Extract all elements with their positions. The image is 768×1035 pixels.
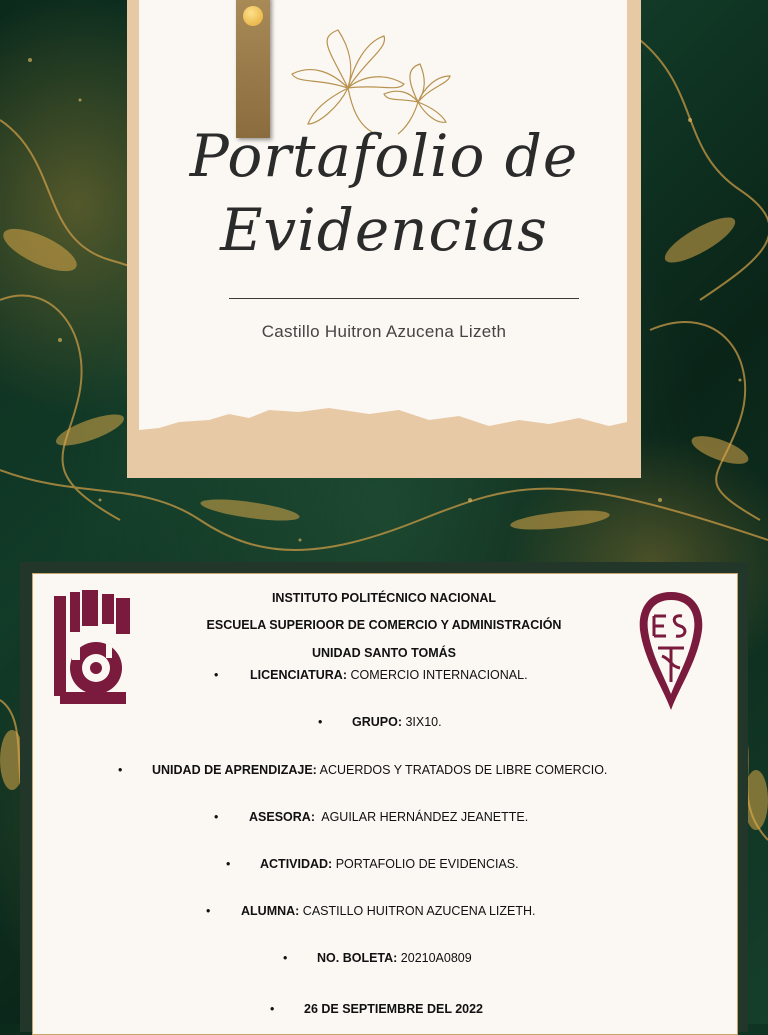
item-value: PORTAFOLIO DE EVIDENCIAS. (332, 857, 519, 871)
list-item (318, 715, 442, 729)
item-label: ACTIVIDAD: (260, 857, 333, 871)
cover-author: Castillo Huitron Azucena Lizeth (261, 322, 507, 341)
item-label: GRUPO: (352, 715, 402, 729)
bullet: • (270, 1002, 275, 1016)
school-name: ESCUELA SUPERIOOR DE COMERCIO Y ADMINISTRACIÓN (206, 618, 562, 632)
institute-name: INSTITUTO POLITÉCNICO NACIONAL (271, 591, 497, 605)
item-label: 26 DE SEPTIEMBRE DEL 2022 (304, 1002, 484, 1016)
info-card (32, 573, 738, 1035)
item-value: AGUILAR HERNÁNDEZ JEANETTE. (314, 810, 529, 824)
unit-name: UNIDAD SANTO TOMÁS (312, 646, 456, 660)
title-divider (229, 298, 579, 299)
item-label: LICENCIATURA: (250, 668, 347, 682)
item-value: 20210A0809 (397, 951, 472, 965)
bullet: • (226, 857, 231, 871)
list-item (283, 951, 472, 965)
item-label: ALUMNA: (241, 904, 300, 918)
cover-title-line2: Evidencias (220, 196, 548, 264)
bullet: • (118, 763, 123, 777)
list-item (214, 810, 528, 824)
list-item (118, 763, 607, 777)
item-label: NO. BOLETA: (317, 951, 398, 965)
item-value: CASTILLO HUITRON AZUCENA LIZETH. (299, 904, 536, 918)
bullet: • (214, 668, 219, 682)
list-item (270, 1002, 483, 1016)
item-value: 3IX10. (402, 715, 442, 729)
bullet: • (283, 951, 288, 965)
cover-title-line1: Portafolio de (189, 122, 579, 190)
item-value: COMERCIO INTERNACIONAL. (346, 668, 528, 682)
bullet: • (206, 904, 211, 918)
item-label: ASESORA: (249, 810, 315, 824)
bullet: • (214, 810, 219, 824)
gold-pin-icon (243, 6, 263, 26)
torn-paper-edge (139, 400, 627, 460)
item-label: UNIDAD DE APRENDIZAJE: (152, 763, 317, 777)
list-item (226, 857, 519, 871)
list-item (206, 904, 535, 918)
bullet: • (318, 715, 323, 729)
list-item (214, 668, 528, 682)
item-value: ACUERDOS Y TRATADOS DE LIBRE COMERCIO. (316, 763, 608, 777)
